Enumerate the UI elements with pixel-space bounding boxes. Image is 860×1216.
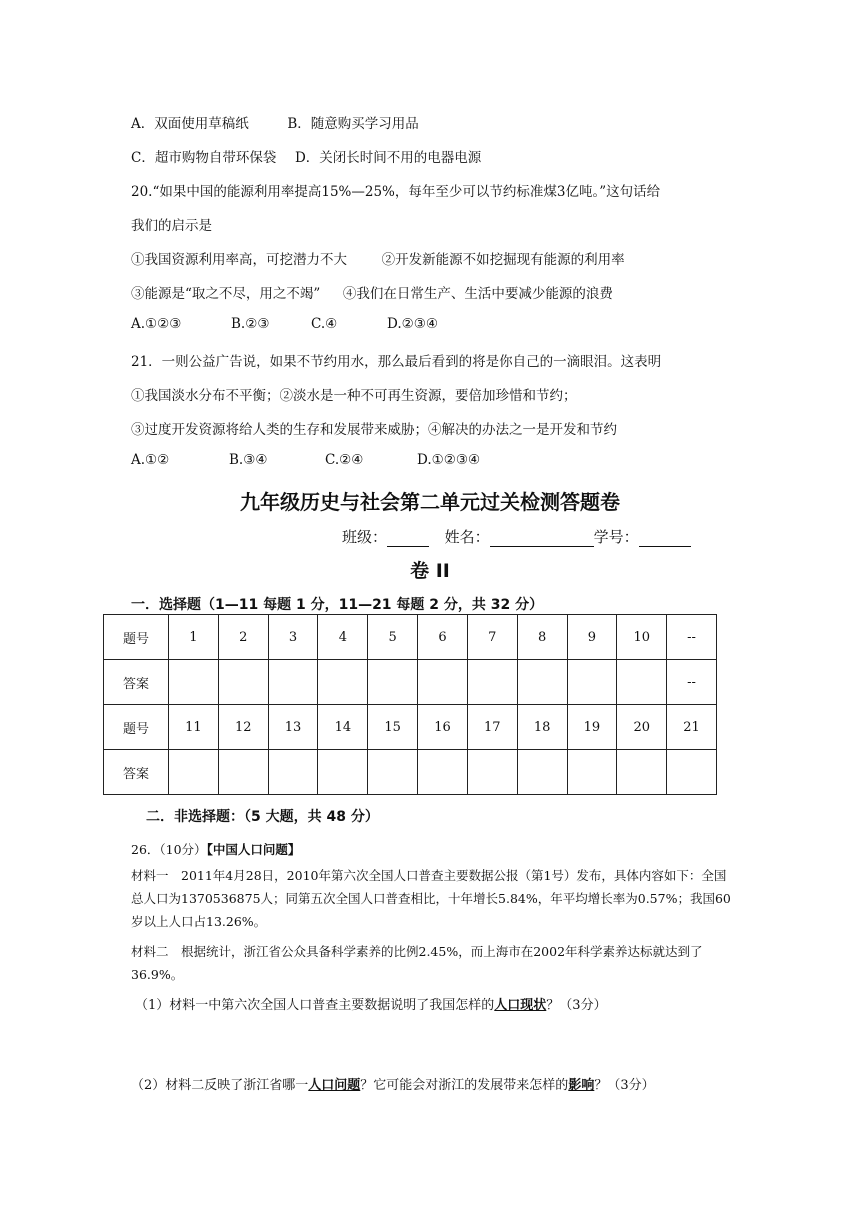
answer-cell[interactable] xyxy=(268,660,318,705)
option-d: D．关闭长时间不用的电器电源 xyxy=(294,150,482,166)
q20-items-row1 xyxy=(131,248,625,268)
option-b: B．随意购买学习用品 xyxy=(287,116,419,132)
question-number-cell: 10 xyxy=(617,615,667,660)
answer-cell[interactable] xyxy=(218,660,268,705)
q20-item-3: ③能源是“取之不尽，用之不竭” xyxy=(131,286,321,302)
table-row xyxy=(104,750,717,795)
class-blank[interactable] xyxy=(387,530,429,547)
question-number-cell: 11 xyxy=(169,705,219,750)
answer-cell[interactable] xyxy=(567,750,617,795)
class-label: 班级： xyxy=(342,528,388,546)
answer-cell[interactable] xyxy=(418,750,468,795)
q21-option-d: D.①②③④ xyxy=(417,452,481,468)
question-number-cell: 18 xyxy=(517,705,567,750)
q26-subquestion-1 xyxy=(135,994,607,1013)
question-number-cell: 1 xyxy=(169,615,219,660)
question-number-cell: 9 xyxy=(567,615,617,660)
question-number-cell: 3 xyxy=(268,615,318,660)
section-1-heading: 一．选择题（1—11 每题 1 分，11—21 每题 2 分，共 32 分） xyxy=(131,597,544,613)
table-row xyxy=(104,705,717,750)
question-number-cell: 12 xyxy=(218,705,268,750)
q21-stem: 21．一则公益广告说，如果不节约用水，那么最后看到的将是你自己的一滴眼泪。这表明 xyxy=(131,354,662,370)
answer-sheet-title: 九年级历史与社会第二单元过关检测答题卷 xyxy=(240,490,620,514)
q21-line2: ③过度开发资源将给人类的生存和发展带来威胁；④解决的办法之一是开发和节约 xyxy=(131,422,617,438)
q20-options xyxy=(131,316,438,332)
answer-cell[interactable] xyxy=(617,660,667,705)
q26-material-1: 材料一 2011年4月28日，2010年第六次全国人口普查主要数据公报（第1号）发布，具体内容如下：全国总人口为1370536875人；同第五次全国人口普查相比，十年增长5.84%，年平均增长率为0.57%；我国60岁以上人口占13.26%。 xyxy=(131,868,731,929)
q26-material-2: 材料二 根据统计，浙江省公众具备科学素养的比例2.45%，而上海市在2002年科学素养达标就达到了36.9%。 xyxy=(131,944,703,982)
q20-item-2: ②开发新能源不如挖掘现有能源的利用率 xyxy=(381,252,625,268)
q26-sub1-text: （1）材料一中第六次全国人口普查主要数据说明了我国怎样的 xyxy=(135,998,495,1013)
answer-cell[interactable] xyxy=(318,750,368,795)
answer-cell[interactable] xyxy=(268,750,318,795)
q20-item-4: ④我们在日常生产、生活中要减少能源的浪费 xyxy=(342,286,613,302)
q26-sub2-keyword-2: 影响 xyxy=(568,1078,595,1093)
answer-cell[interactable] xyxy=(169,750,219,795)
q20-item-1: ①我国资源利用率高，可挖潜力不大 xyxy=(131,252,347,268)
question-number-cell: 2 xyxy=(218,615,268,660)
section-2-heading: 二．非选择题：（5 大题，共 48 分） xyxy=(146,809,379,825)
table-row-header: 题号 xyxy=(104,705,169,750)
q20-option-c: C.④ xyxy=(311,316,338,332)
question-number-cell: 20 xyxy=(617,705,667,750)
answer-cell[interactable] xyxy=(368,750,418,795)
option-row-1 xyxy=(131,112,419,132)
q20-option-b: B.②③ xyxy=(231,316,270,332)
answer-cell[interactable] xyxy=(368,660,418,705)
q26-sub2-keyword-1: 人口问题 xyxy=(308,1078,361,1093)
option-a: A．双面使用草稿纸 xyxy=(131,116,249,132)
answer-cell[interactable] xyxy=(517,660,567,705)
question-number-cell: 6 xyxy=(418,615,468,660)
answer-cell[interactable] xyxy=(218,750,268,795)
question-number-cell: 8 xyxy=(517,615,567,660)
q20-stem-line2: 我们的启示是 xyxy=(131,218,212,234)
question-number-cell: 19 xyxy=(567,705,617,750)
answer-cell[interactable] xyxy=(617,750,667,795)
question-number-cell: 15 xyxy=(368,705,418,750)
table-row-header: 题号 xyxy=(104,615,169,660)
q20-option-d: D.②③④ xyxy=(387,316,438,332)
question-number-cell: 7 xyxy=(467,615,517,660)
table-row xyxy=(104,615,717,660)
q26-sub2-points: ？（3分） xyxy=(594,1078,655,1093)
id-label: 学号： xyxy=(593,528,639,546)
q21-option-b: B.③④ xyxy=(229,452,268,468)
q20-stem-line1: 20.“如果中国的能源利用率提高15%—25%，每年至少可以节约标准煤3亿吨。”这句话给 xyxy=(131,184,661,200)
question-number-cell: 14 xyxy=(318,705,368,750)
q21-options xyxy=(131,452,480,468)
question-number-cell: -- xyxy=(667,615,717,660)
question-number-cell: 16 xyxy=(418,705,468,750)
answer-cell[interactable] xyxy=(467,750,517,795)
option-c: C．超市购物自带环保袋 xyxy=(131,150,277,166)
option-row-2 xyxy=(131,146,481,166)
q26-sub2-text-mid: ？它可能会对浙江的发展带来怎样的 xyxy=(360,1078,569,1093)
table-row xyxy=(104,660,717,705)
question-number-cell: 17 xyxy=(467,705,517,750)
q21-option-c: C.②④ xyxy=(325,452,364,468)
paper-subtitle: 卷 II xyxy=(410,560,450,582)
answer-cell[interactable] xyxy=(418,660,468,705)
answer-cell[interactable] xyxy=(169,660,219,705)
q26-topic: 【中国人口问题】 xyxy=(206,842,301,857)
q20-option-a: A.①②③ xyxy=(131,316,182,332)
question-number-cell: 13 xyxy=(268,705,318,750)
table-row-header: 答案 xyxy=(104,660,169,705)
name-blank[interactable] xyxy=(490,530,594,547)
answer-cell[interactable] xyxy=(667,750,717,795)
student-info-line xyxy=(342,526,691,547)
q21-line1: ①我国淡水分布不平衡；②淡水是一种不可再生资源，要倍加珍惜和节约； xyxy=(131,388,577,404)
question-number-cell: 4 xyxy=(318,615,368,660)
answer-cell[interactable] xyxy=(567,660,617,705)
answer-cell[interactable] xyxy=(467,660,517,705)
q26-number: 26．（10分） xyxy=(131,842,207,857)
q26-sub2-text: （2）材料二反映了浙江省哪一 xyxy=(131,1078,309,1093)
q26-subquestion-2 xyxy=(131,1074,655,1093)
answer-table xyxy=(103,614,717,795)
answer-cell[interactable] xyxy=(517,750,567,795)
answer-cell[interactable] xyxy=(318,660,368,705)
table-row-header: 答案 xyxy=(104,750,169,795)
id-blank[interactable] xyxy=(639,530,691,547)
q20-items-row2 xyxy=(131,282,613,302)
answer-cell: -- xyxy=(667,660,717,705)
q26-sub1-keyword: 人口现状 xyxy=(494,998,547,1013)
q26-sub1-points: ？（3分） xyxy=(546,998,607,1013)
name-label: 姓名： xyxy=(444,528,490,546)
q26-heading xyxy=(131,840,300,858)
q21-option-a: A.①② xyxy=(131,452,170,468)
question-number-cell: 21 xyxy=(667,705,717,750)
question-number-cell: 5 xyxy=(368,615,418,660)
